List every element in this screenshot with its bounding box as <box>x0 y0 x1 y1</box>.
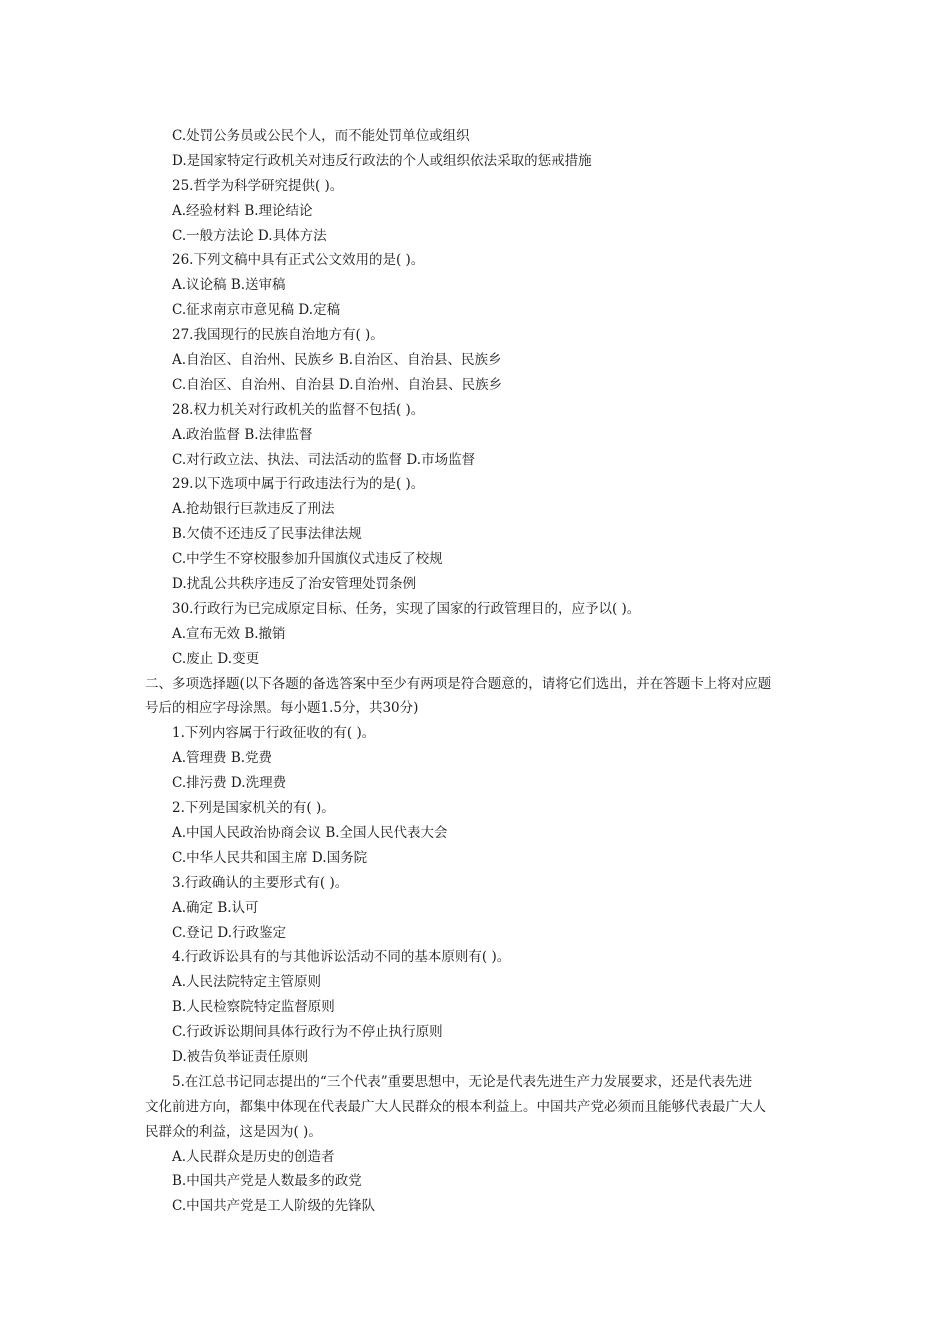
text-line: D.扰乱公共秩序违反了治安管理处罚条例 <box>172 576 417 593</box>
text-line: B.中国共产党是人数最多的政党 <box>172 1173 362 1190</box>
text-line: C.自治区、自治州、自治县 D.自治州、自治县、民族乡 <box>172 376 503 393</box>
text-line: A.政治监督 B.法律监督 <box>172 426 313 443</box>
text-line: 26.下列文稿中具有正式公文效用的是( )。 <box>172 252 425 269</box>
text-line: 30.行政行为已完成原定目标、任务，实现了国家的行政管理目的，应予以( )。 <box>172 600 641 617</box>
text-line: C.废止 D.变更 <box>172 650 260 667</box>
text-line: 29.以下选项中属于行政违法行为的是( )。 <box>172 476 425 493</box>
text-line: A.人民群众是历史的创造者 <box>172 1148 335 1165</box>
text-line: A.中国人民政治协商会议 B.全国人民代表大会 <box>172 824 448 841</box>
text-line: B.人民检察院特定监督原则 <box>172 999 335 1016</box>
text-line: 5.在江总书记同志提出的“三个代表”重要思想中，无论是代表先进生产力发展要求，还是代表先进 <box>172 1073 753 1090</box>
text-line: C.中国共产党是工人阶级的先锋队 <box>172 1198 376 1215</box>
text-line: 2.下列是国家机关的有( )。 <box>172 800 335 817</box>
text-line: C.一般方法论 D.具体方法 <box>172 227 327 244</box>
text-line: C.处罚公务员或公民个人，而不能处罚单位或组织 <box>172 128 470 144</box>
text-line: A.宣布无效 B.撤销 <box>172 625 286 642</box>
text-line: 3.行政确认的主要形式有( )。 <box>172 874 349 891</box>
text-line: C.中学生不穿校服参加升国旗仪式违反了校规 <box>172 551 443 568</box>
text-line: 27.我国现行的民族自治地方有( )。 <box>172 327 384 344</box>
text-line: 号后的相应字母涂黑。每小题1.5分，共30分) <box>145 700 419 717</box>
text-line: 二、多项选择题(以下各题的备选答案中至少有两项是符合题意的，请将它们选出，并在答题卡上将对应题 <box>145 675 772 692</box>
text-line: B.欠债不还违反了民事法律法规 <box>172 526 362 543</box>
text-line: C.中华人民共和国主席 D.国务院 <box>172 849 368 866</box>
text-line: A.人民法院特定主管原则 <box>172 974 322 991</box>
document-body <box>145 124 815 1219</box>
text-line: A.议论稿 B.送审稿 <box>172 277 286 294</box>
text-line: 1.下列内容属于行政征收的有( )。 <box>172 725 376 742</box>
text-line: C.行政诉讼期间具体行政行为不停止执行原则 <box>172 1024 443 1041</box>
text-line: 28.权力机关对行政机关的监督不包括( )。 <box>172 401 425 418</box>
text-line: C.征求南京市意见稿 D.定稿 <box>172 302 341 319</box>
text-line: D.是国家特定行政机关对违反行政法的个人或组织依法采取的惩戒措施 <box>172 152 592 169</box>
text-line: A.自治区、自治州、民族乡 B.自治区、自治县、民族乡 <box>172 352 502 369</box>
text-line: A.确定 B.认可 <box>172 899 259 916</box>
text-line: C.排污费 D.洗理费 <box>172 775 287 792</box>
text-line: 4.行政诉讼具有的与其他诉讼活动不同的基本原则有( )。 <box>172 949 511 966</box>
text-line: 25.哲学为科学研究提供( )。 <box>172 177 344 194</box>
text-line: D.被告负举证责任原则 <box>172 1048 309 1065</box>
text-line: C.对行政立法、执法、司法活动的监督 D.市场监督 <box>172 451 476 468</box>
text-line: A.抢劫银行巨款违反了刑法 <box>172 501 335 518</box>
text-line: 民群众的利益，这是因为( )。 <box>145 1123 322 1140</box>
text-line: A.经验材料 B.理论结论 <box>172 202 313 219</box>
text-line: 文化前进方向，都集中体现在代表最广大人民群众的根本利益上。中国共产党必须而且能够代表最广大人 <box>145 1098 766 1115</box>
text-line: C.登记 D.行政鉴定 <box>172 924 287 941</box>
text-line: A.管理费 B.党费 <box>172 750 273 767</box>
